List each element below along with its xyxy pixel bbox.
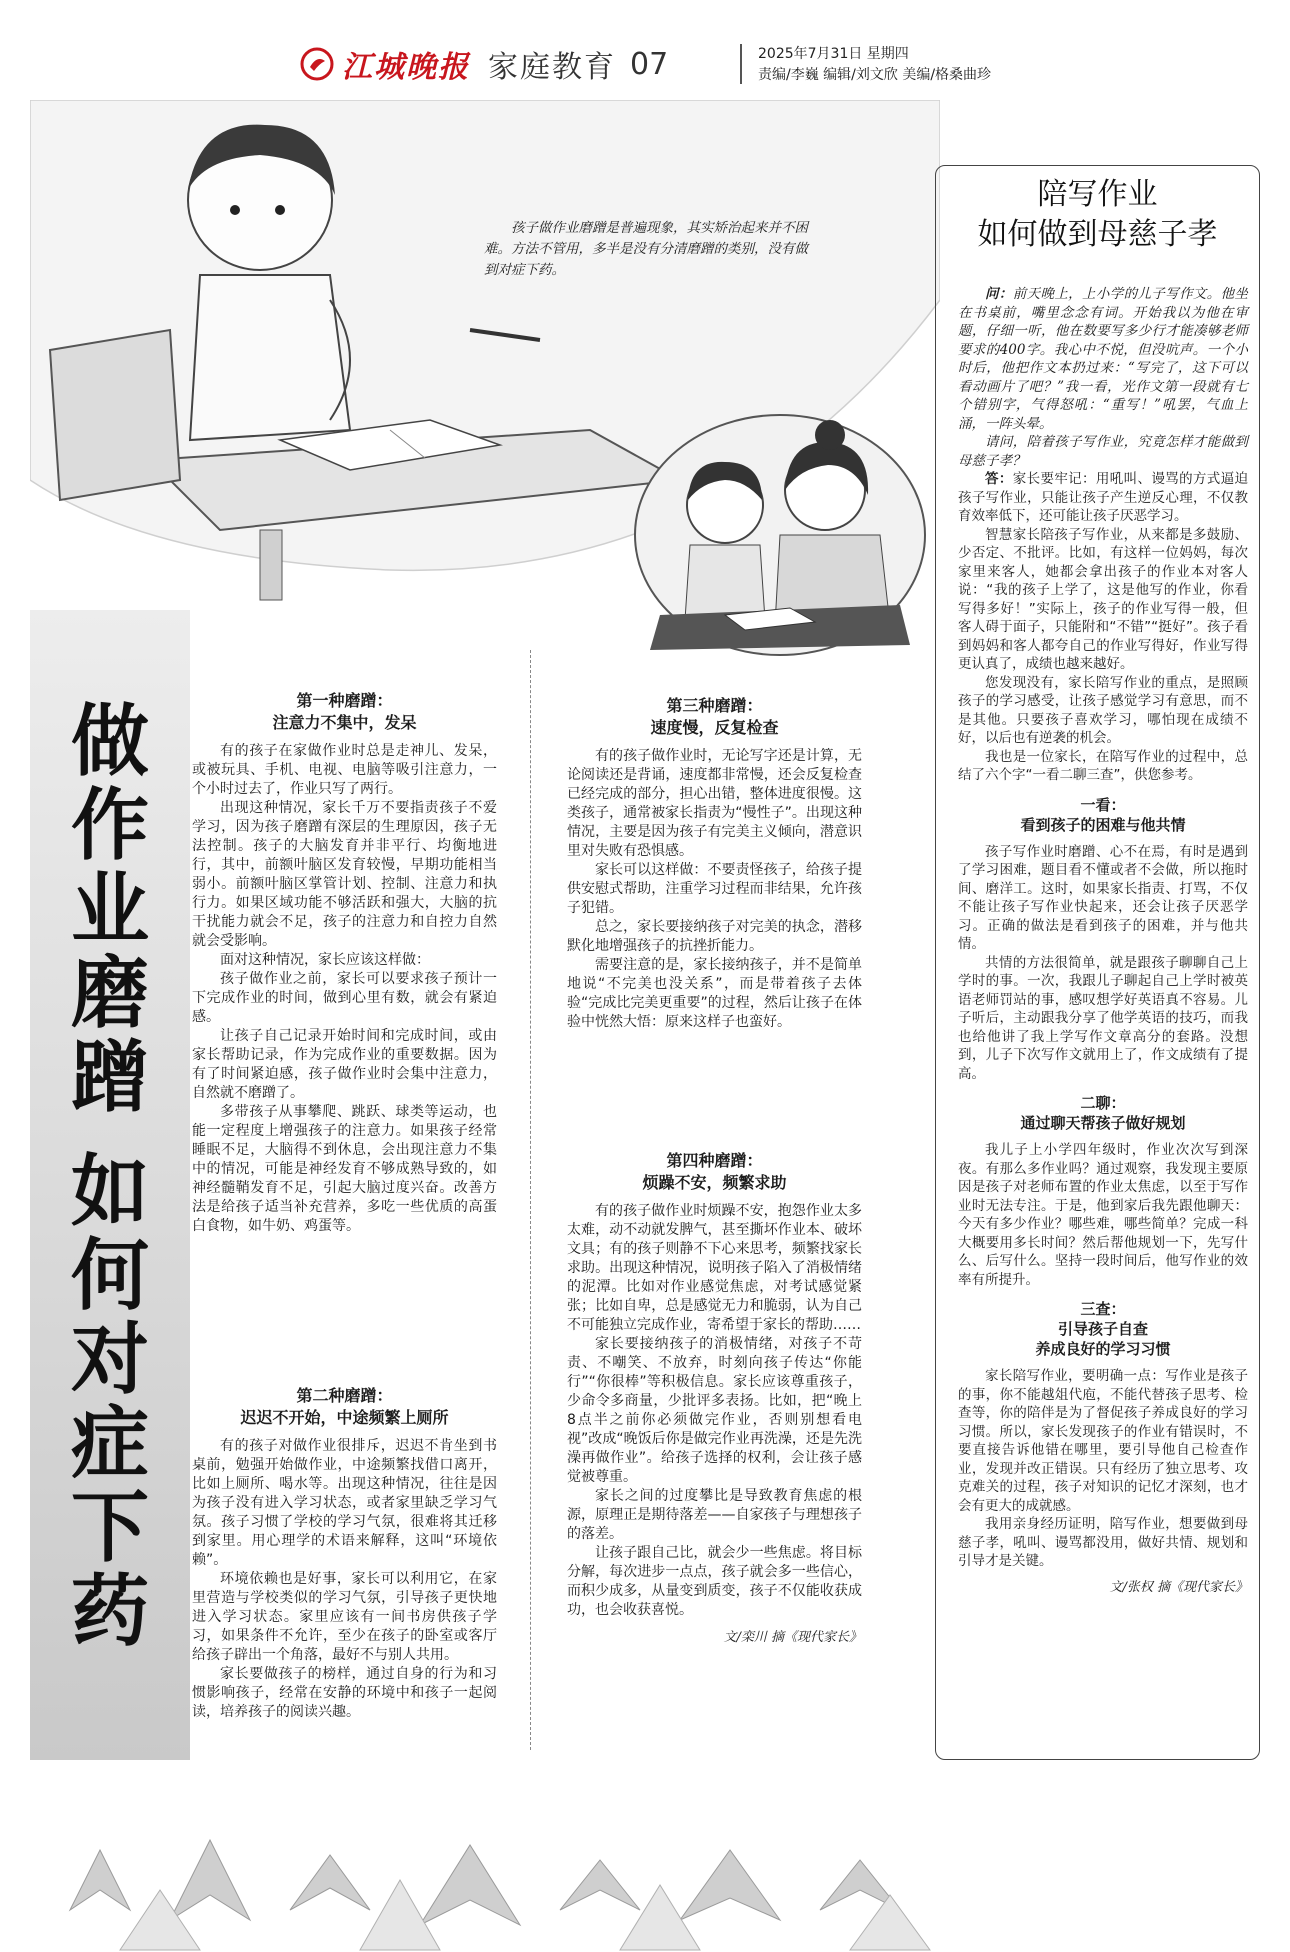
qa-box-content	[958, 285, 1248, 1597]
paragraph: 您发现没有，家长陪写作业的重点，是照顾孩子的学习感受，让孩子感觉学习有意思，而不是其他。只要孩子喜欢学习，哪怕现在成绩不好，以后也有逆袭的机会。	[958, 674, 1248, 746]
section-2-heading: 第二种磨蹭： 迟迟不开始，中途频繁上厕所	[240, 1386, 449, 1427]
paragraph: 让孩子跟自己比，就会少一些焦虑。将目标分解，每次进步一点点，孩子就会多一些信心，而积少成多，从量变到质变，孩子不仅能收获成功，也会收获喜悦。	[567, 1545, 862, 1618]
paragraph: 家长可以这样做：不要责怪孩子，给孩子提供安慰式帮助，注重学习过程而非结果，允许孩子犯错。	[567, 862, 862, 916]
paragraph: 孩子做作业之前，家长可以要求孩子预计一下完成作业的时间，做到心里有数，就会有紧迫感。	[192, 971, 497, 1025]
section-4	[567, 1150, 862, 1647]
issue-date: 2025年7月31日 星期四	[758, 46, 909, 62]
section-4-heading: 第四种磨蹭： 烦躁不安，频繁求助	[642, 1151, 787, 1192]
column-divider	[530, 650, 531, 1750]
section-2	[192, 1385, 497, 1722]
paragraph: 家长要接纳孩子的消极情绪，对孩子不苛责、不嘲笑、不放弃，时刻向孩子传达“你能行”“你很棒”等积极信息。家长应该尊重孩子，少命令多商量，少批评多表扬。比如，把“晚上8点半之前你必须做完作业，否则别想看电视”改成“晚饭后你是做完作业再洗澡，还是先洗澡再做作业”。给孩子选择的权利，会让孩子感觉被尊重。	[567, 1336, 862, 1485]
page-number: 07	[630, 46, 669, 82]
paragraph: 有的孩子在家做作业时总是走神儿、发呆，或被玩具、手机、电视、电脑等吸引注意力，一个小时过去了，作业只写了两行。	[192, 743, 497, 797]
subhead-look: 一看： 看到孩子的困难与他共情	[1020, 795, 1186, 834]
qa-credit: 文/张权 摘《现代家长》	[1109, 1579, 1248, 1595]
paragraph: 需要注意的是，家长接纳孩子，并不是简单地说“不完美也没关系”，而是带着孩子去体验“完成比完美更重要”的过程，然后让孩子在体验中恍然大悟：原来这样子也蛮好。	[567, 957, 862, 1030]
qa-box-title: 陪写作业 如何做到母慈子孝	[977, 177, 1218, 252]
paragraph: 有的孩子做作业时烦躁不安，抱怨作业太多太难，动不动就发脾气，甚至撕坏作业本、破坏文具；有的孩子则静不下心来思考，频繁找家长求助。出现这种情况，说明孩子陷入了消极情绪的泥潭。比如对作业感觉焦虑，对考试感觉紧张；比如自卑，总是感觉无力和脆弱，认为自己不可能独立完成作业，寄希望于家长的帮助……	[567, 1203, 862, 1333]
question: 问：前天晚上，上小学的儿子写作文。他坐在书桌前，嘴里念念有词。开始我以为他在审题，仔细一听，他在数要写多少行才能凑够老师要求的400字。我心中不悦，但没吭声。一个小时后，他把作文本扔过来：“写完了，这下可以看动画片了吧？”我一看，光作文第一段就有七个错别字，气得怒吼：“重写！”吼罢，气血上涌，一阵头晕。	[958, 286, 1249, 432]
paragraph: 多带孩子从事攀爬、跳跃、球类等运动，也能一定程度上增强孩子的注意力。如果孩子经常睡眠不足，大脑得不到休息，会出现注意力不集中的情况，可能是神经发育不够成熟导致的，如神经髓鞘发育不足，引起大脑过度兴奋。改善方法是给孩子适当补充营养，多吃一些优质的高蛋白食物，如牛奶、鸡蛋等。	[192, 1104, 497, 1234]
paragraph: 家长之间的过度攀比是导致教育焦虑的根源，原理正是期待落差——自家孩子与理想孩子的落差。	[567, 1488, 862, 1542]
header-meta	[758, 44, 991, 86]
paragraph: 总之，家长要接纳孩子对完美的执念，潜移默化地增强孩子的抗挫折能力。	[567, 919, 862, 954]
subhead-chat: 二聊： 通过聊天帮孩子做好规划	[1020, 1094, 1186, 1132]
paragraph: 有的孩子做作业时，无论写字还是计算，无论阅读还是背诵，速度都非常慢，还会反复检查已经完成的部分，担心出错，整体进度很慢。这类孩子，通常被家长指责为“慢性子”。出现这种情况，主要是因为孩子有完美主义倾向，潜意识里对失败有恐惧感。	[567, 748, 862, 859]
section-1-heading: 第一种磨蹭： 注意力不集中，发呆	[272, 691, 417, 732]
article-credit: 文/栾川 摘《现代家长》	[723, 1630, 862, 1645]
question-2: 请问，陪着孩子写作业，究竟怎样才能做到母慈子孝？	[958, 434, 1248, 469]
section-3-heading: 第三种磨蹭： 速度慢，反复检查	[650, 696, 779, 737]
paragraph: 让孩子自己记录开始时间和完成时间，或由家长帮助记录，作为完成作业的重要数据。因为有了时间紧迫感，孩子做作业时会集中注意力，自然就不磨蹭了。	[192, 1028, 497, 1101]
subhead-check: 三查： 引导孩子自查 养成良好的学习习惯	[1035, 1300, 1171, 1358]
header-divider	[740, 44, 742, 84]
paragraph: 我用亲身经历证明，陪写作业，想要做到母慈子孝，吼叫、谩骂都没用，做好共情、规划和引导才是关键。	[958, 1516, 1248, 1569]
paragraph: 共情的方法很简单，就是跟孩子聊聊自己上学时的事。一次，我跟儿子聊起自己上学时被英语老师罚站的事，感叹想学好英语真不容易。儿子听后，主动跟我分享了他学英语的技巧，而我也给他讲了我上学写作文章高分的套路。没想到，儿子下次写作文就用上了，作文成绩有了提高。	[958, 954, 1248, 1082]
paragraph: 家长陪写作业，要明确一点：写作业是孩子的事，你不能越俎代庖，不能代替孩子思考、检查等，你的陪伴是为了督促孩子养成良好的学习习惯。所以，家长发现孩子的作业有错误时，不要直接告诉他错在哪里，要引导他自己检查作业，发现并改正错误。只有经历了独立思考、攻克难关的过程，孩子对知识的记忆才深刻，也才会有更大的成就感。	[958, 1368, 1248, 1514]
paragraph: 智慧家长陪孩子写作业，从来都是多鼓励、少否定、不批评。比如，有这样一位妈妈，每次家里来客人，她都会拿出孩子的作业本对客人说：“我的孩子上学了，这是他写的作业，你看写得多好！”实际上，孩子的作业写得一般，但客人碍于面子，只能附和“不错”“挺好”。孩子看到妈妈和客人都夸自己的作业写得好，作业写得更认真了，成绩也越来越好。	[958, 526, 1248, 672]
paragraph: 有的孩子对做作业很排斥，迟迟不肯坐到书桌前，勉强开始做作业，中途频繁找借口离开，比如上厕所、喝水等。出现这种情况，往往是因为孩子没有进入学习状态，或者家里缺乏学习气氛。孩子习惯了学校的学习气氛，很难将其迁移到家里。用心理学的术语来解释，这叫“环境依赖”。	[192, 1438, 497, 1568]
intro-text: 孩子做作业磨蹭是普遍现象，其实矫治起来并不困难。方法不管用，多半是没有分清磨蹭的类别，没有做到对症下药。	[484, 220, 808, 278]
section-name: 家庭教育	[488, 50, 616, 85]
paragraph: 我也是一位家长，在陪写作业的过程中，总结了六个字“一看二聊三查”，供您参考。	[958, 748, 1248, 783]
paragraph: 出现这种情况，家长千万不要指责孩子不爱学习，因为孩子磨蹭有深层的生理原因，孩子无法控制。孩子的大脑发育并非平行、均衡地进行，其中，前额叶脑区发育较慢，早期功能相当弱小。前额叶脑区掌管计划、控制、注意力和执行力。如果区域功能不够活跃和强大，大脑的抗干扰能力就会不足，孩子的注意力和自控力自然就会受影响。	[192, 800, 497, 949]
answer: 答：家长要牢记：用吼叫、谩骂的方式逼迫孩子写作业，只能让孩子产生逆反心理，不仅教育效率低下，还可能让孩子厌恶学习。	[958, 471, 1249, 524]
newspaper-logo-icon	[300, 47, 334, 81]
masthead	[300, 38, 668, 90]
section-3	[567, 695, 862, 1032]
staff-credits: 责编/李巍 编辑/刘文欣 美编/格桑曲珍	[758, 67, 992, 83]
paragraph: 面对这种情况，家长应该这样做：	[220, 952, 430, 968]
vertical-title: 做 作 业 磨 蹭 如 何 对 症 下 药	[70, 697, 149, 1657]
paragraph: 环境依赖也是好事，家长可以利用它，在家里营造与学校类似的学习气氛，引导孩子更快地进入学习状态。家里应该有一间书房供孩子学习，如果条件不允许，至少在孩子的卧室或客厅给孩子辟出一个角落，最好不与别人共用。	[192, 1571, 497, 1663]
paragraph: 我儿子上小学四年级时，作业次次写到深夜。有那么多作业吗？通过观察，我发现主要原因是孩子对老师布置的作业太焦虑，以至于写作业时无法专注。于是，他到家后我先跟他聊天：今天有多少作业？哪些难，哪些简单？完成一科大概要用多长时间？然后帮他规划一下，先写什么、后写什么。坚持一段时间后，他写作业的效率有所提升。	[958, 1142, 1248, 1288]
section-1	[192, 690, 497, 1236]
paragraph: 孩子写作业时磨蹭、心不在焉，有时是遇到了学习困难，题目看不懂或者不会做，所以拖时间、磨洋工。这时，如果家长指责、打骂，不仅不能让孩子写作业快起来，还会让孩子厌恶学习。正确的做法是看到孩子的困难，并与他共情。	[958, 843, 1248, 952]
newspaper-name: 江城晚报	[342, 50, 470, 85]
mother-daughter-illustration	[630, 410, 930, 660]
leaves-decoration	[30, 1760, 940, 1952]
paragraph: 家长要做孩子的榜样，通过自身的行为和习惯影响孩子，经常在安静的环境中和孩子一起阅读，培养孩子的阅读兴趣。	[192, 1666, 497, 1720]
